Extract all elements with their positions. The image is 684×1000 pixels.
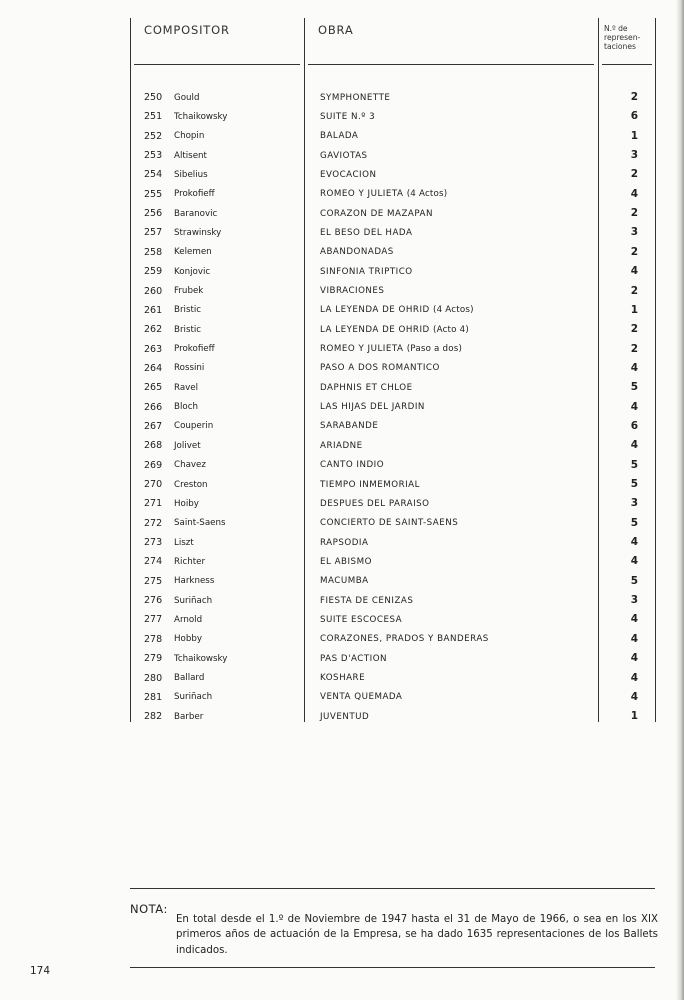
- performance-count: 2: [630, 168, 638, 181]
- performance-count: 2: [630, 342, 638, 355]
- composer-name: Tchaikowsky: [174, 111, 228, 122]
- composer-name: Hobby: [174, 634, 203, 645]
- work-title-note: (4 Actos): [432, 305, 474, 316]
- row-number: 257: [144, 227, 163, 239]
- work-title-text: DAPHNIS ET CHLOE: [320, 382, 413, 393]
- performance-count: 4: [630, 400, 638, 413]
- performance-count: 4: [630, 555, 638, 568]
- performance-count: 4: [630, 690, 638, 703]
- work-title: [320, 305, 474, 315]
- performance-count: 4: [630, 439, 638, 452]
- work-title-note: (4 Actos): [406, 189, 448, 200]
- row-number: 280: [144, 672, 163, 684]
- work-title-text: JUVENTUD: [320, 711, 370, 722]
- table-row: [0, 437, 684, 456]
- row-number: 256: [144, 208, 163, 220]
- composer-name: Creston: [174, 479, 208, 490]
- composer-name: Chopin: [174, 131, 205, 142]
- table-row: [0, 205, 684, 224]
- table-row: [0, 399, 684, 418]
- performance-count: 6: [630, 419, 638, 432]
- row-number: 272: [144, 517, 163, 529]
- work-title: [320, 247, 394, 257]
- table-row: [0, 670, 684, 689]
- composer-name: Couperin: [174, 421, 214, 432]
- table-row: [0, 360, 684, 379]
- performance-count: 4: [630, 536, 638, 549]
- table-row: [0, 476, 684, 495]
- performance-count: 2: [630, 323, 638, 336]
- table-row: [0, 302, 684, 321]
- performance-count: 2: [630, 245, 638, 258]
- performance-count: 6: [630, 110, 638, 123]
- work-title: [320, 654, 387, 664]
- work-title: [320, 596, 413, 606]
- work-title: [320, 557, 372, 567]
- work-title-text: PAS D'ACTION: [320, 653, 388, 664]
- row-number: 274: [144, 556, 163, 568]
- table-row: [0, 147, 684, 166]
- work-title-text: GAVIOTAS: [320, 150, 368, 161]
- work-title: [320, 615, 402, 625]
- work-title: [320, 267, 413, 277]
- row-number: 270: [144, 479, 163, 490]
- table-row: [0, 495, 684, 514]
- composer-name: Bloch: [174, 402, 198, 413]
- composer-name: Richter: [174, 556, 206, 567]
- work-title: [320, 441, 363, 451]
- row-number: 260: [144, 285, 163, 297]
- table-row: [0, 321, 684, 340]
- table-row: [0, 553, 684, 572]
- performance-count: 5: [630, 458, 638, 471]
- row-number: 266: [144, 401, 163, 413]
- work-title: [320, 131, 358, 141]
- composer-name: Altisent: [174, 150, 207, 161]
- row-number: 278: [144, 633, 163, 645]
- composer-name: Arnold: [174, 614, 203, 625]
- composer-name: Hoiby: [174, 498, 199, 509]
- performance-count: 5: [630, 516, 638, 529]
- performance-count: 4: [630, 613, 638, 626]
- table-row: [0, 128, 684, 147]
- performance-count: 2: [630, 284, 638, 297]
- composer-name: Bristic: [174, 305, 202, 316]
- work-title: [320, 712, 369, 722]
- row-number: 264: [144, 362, 163, 374]
- row-number: 276: [144, 595, 163, 607]
- row-number: 267: [144, 420, 163, 432]
- work-title-text: PASO A DOS ROMANTICO: [320, 363, 440, 374]
- table-row: [0, 515, 684, 534]
- work-title-text: LAS HIJAS DEL JARDIN: [320, 402, 425, 413]
- composer-name: Prokofieff: [174, 344, 215, 355]
- performance-count: 5: [630, 478, 638, 490]
- work-title-text: BALADA: [320, 131, 359, 142]
- composer-name: Strawinsky: [174, 227, 222, 238]
- row-number: 263: [144, 343, 163, 355]
- performance-count: 4: [630, 187, 638, 200]
- composer-name: Liszt: [174, 537, 194, 548]
- table-row: [0, 379, 684, 398]
- work-title-text: FIESTA DE CENIZAS: [320, 595, 414, 606]
- composer-name: Ravel: [174, 382, 199, 393]
- work-title: [320, 228, 412, 238]
- nota-bottom-rule: [130, 967, 655, 968]
- table-row: [0, 689, 684, 708]
- table-row: [0, 166, 684, 185]
- header-underline-compositor: [134, 64, 300, 65]
- performance-count: 4: [630, 671, 638, 684]
- work-title-text: ROMEO Y JULIETA: [320, 189, 404, 200]
- work-title-text: SYMPHONETTE: [320, 92, 391, 103]
- header-obra: OBRA: [318, 23, 354, 37]
- performance-count: 4: [630, 265, 638, 278]
- work-title: [320, 93, 390, 103]
- work-title: [320, 209, 433, 219]
- work-title: [320, 286, 384, 296]
- work-title-text: ROMEO Y JULIETA: [320, 344, 404, 355]
- composer-name: Tchaikowsky: [174, 653, 228, 664]
- work-title-text: CORAZONES, PRADOS Y BANDERAS: [320, 634, 489, 645]
- row-number: 250: [144, 92, 163, 103]
- table-row: [0, 341, 684, 360]
- table-row: [0, 263, 684, 282]
- performance-count: 1: [630, 303, 638, 316]
- composer-name: Chavez: [174, 460, 206, 471]
- work-title: [320, 421, 378, 431]
- row-number: 268: [144, 440, 163, 452]
- row-number: 253: [144, 150, 163, 162]
- row-number: 269: [144, 459, 163, 471]
- work-title: [320, 344, 462, 354]
- table-row: [0, 650, 684, 669]
- work-title-note: (Acto 4): [432, 324, 469, 335]
- work-title-text: MACUMBA: [320, 576, 369, 587]
- work-title-text: SUITE ESCOCESA: [320, 614, 403, 625]
- work-title: [320, 460, 384, 470]
- row-number: 258: [144, 246, 163, 258]
- performance-count: 4: [630, 632, 638, 645]
- composer-name: Gould: [174, 92, 200, 103]
- row-number: 262: [144, 324, 163, 336]
- row-number: 279: [144, 653, 163, 665]
- performance-count: 1: [630, 710, 638, 723]
- work-title-text: DESPUES DEL PARAISO: [320, 498, 430, 509]
- header-compositor: COMPOSITOR: [144, 23, 230, 37]
- table-row: [0, 631, 684, 650]
- page-number: 174: [30, 965, 51, 977]
- composer-name: Bristic: [174, 324, 202, 335]
- work-title-text: CONCIERTO DE SAINT-SAENS: [320, 518, 459, 529]
- work-title: [320, 518, 458, 528]
- table-row: [0, 89, 684, 108]
- work-title: [320, 112, 375, 122]
- composer-name: Sibelius: [174, 169, 208, 180]
- work-title-text: LA LEYENDA DE OHRID: [320, 324, 430, 335]
- composer-name: Rossini: [174, 363, 205, 374]
- work-title: [320, 151, 368, 161]
- work-title-text: KOSHARE: [320, 673, 366, 683]
- work-title: [320, 402, 425, 412]
- composer-name: Kelemen: [174, 247, 212, 258]
- table-row: [0, 283, 684, 302]
- work-title-text: CORAZON DE MAZAPAN: [320, 208, 433, 219]
- performance-count: 5: [630, 574, 638, 587]
- performance-count: 3: [630, 149, 638, 162]
- performance-count: 2: [630, 207, 638, 220]
- row-number: 282: [144, 711, 163, 723]
- row-number: 281: [144, 691, 163, 703]
- work-title: [320, 383, 413, 393]
- work-title-text: EL ABISMO: [320, 556, 372, 567]
- composer-name: Baranovic: [174, 208, 218, 219]
- composer-name: Saint-Saens: [174, 518, 226, 529]
- work-title-text: EL BESO DEL HADA: [320, 227, 413, 238]
- work-title-text: EVOCACION: [320, 169, 377, 180]
- performance-count: 4: [630, 652, 638, 665]
- work-title-text: SARABANDE: [320, 421, 379, 432]
- work-title-text: ABANDONADAS: [320, 247, 394, 258]
- work-title-text: VENTA QUEMADA: [320, 692, 403, 703]
- performance-count: 3: [630, 497, 638, 510]
- row-number: 271: [144, 498, 163, 510]
- composer-name: Barber: [174, 711, 204, 722]
- row-number: 261: [144, 304, 163, 316]
- table-row: [0, 244, 684, 263]
- row-number: 254: [144, 169, 163, 181]
- work-title: [320, 170, 376, 180]
- row-number: 252: [144, 130, 163, 142]
- work-title-text: LA LEYENDA DE OHRID: [320, 305, 430, 316]
- table-row: [0, 186, 684, 205]
- work-title: [320, 325, 469, 335]
- performance-count: 2: [630, 91, 638, 103]
- nota-text: En total desde el 1.º de Noviembre de 1947 hasta el 31 de Mayo de 1966, o sea en los XIX primeros años de actuación de la Empresa, se ha dado 1635 representaciones de los Ballets indicados.: [176, 914, 658, 956]
- work-title-text: TIEMPO INMEMORIAL: [320, 479, 420, 490]
- nota-label: NOTA:: [130, 902, 168, 916]
- work-title: [320, 692, 402, 702]
- performance-count: 3: [630, 226, 638, 239]
- work-title-text: RAPSODIA: [320, 537, 369, 548]
- work-title-text: SINFONIA TRIPTICO: [320, 266, 413, 277]
- work-title: [320, 634, 489, 644]
- row-number: 273: [144, 537, 163, 549]
- header-underline-obra: [308, 64, 594, 65]
- table-row: [0, 457, 684, 476]
- header-representaciones: N.º de represen-taciones: [604, 24, 641, 52]
- table-row: [0, 224, 684, 243]
- table-row: [0, 611, 684, 630]
- nota-top-rule: [130, 888, 655, 889]
- work-title: [320, 363, 440, 373]
- work-title: [320, 189, 447, 199]
- work-title-text: VIBRACIONES: [320, 286, 385, 296]
- header-underline-rep: [602, 64, 652, 65]
- performance-count: 5: [630, 381, 638, 394]
- composer-name: Konjovic: [174, 266, 211, 277]
- work-title: [320, 673, 365, 683]
- composer-name: Harkness: [174, 576, 215, 587]
- composer-name: Frubek: [174, 286, 204, 296]
- table-row: [0, 573, 684, 592]
- work-title-text: CANTO INDIO: [320, 460, 385, 471]
- table-row: [0, 108, 684, 127]
- row-number: 255: [144, 188, 163, 200]
- composer-name: Prokofieff: [174, 189, 215, 200]
- work-title-note: (Paso a dos): [406, 344, 463, 355]
- performance-count: 3: [630, 594, 638, 607]
- table-row: [0, 708, 684, 727]
- composer-name: Suriñach: [174, 692, 213, 703]
- performance-count: 4: [630, 361, 638, 374]
- table-row: [0, 534, 684, 553]
- table-row: [0, 592, 684, 611]
- row-number: 275: [144, 575, 163, 587]
- work-title: [320, 576, 369, 586]
- composer-name: Suriñach: [174, 595, 213, 606]
- composer-name: Ballard: [174, 673, 205, 683]
- table-row: [0, 418, 684, 437]
- row-number: 259: [144, 266, 163, 278]
- work-title: [320, 499, 430, 509]
- performance-count: 1: [630, 129, 638, 142]
- row-number: 251: [144, 111, 163, 123]
- work-title-text: SUITE N.º 3: [320, 111, 376, 122]
- work-title-text: ARIADNE: [320, 440, 363, 451]
- row-number: 277: [144, 614, 163, 626]
- composer-name: Jolivet: [174, 440, 201, 451]
- row-number: 265: [144, 382, 163, 394]
- work-title: [320, 480, 420, 490]
- work-title: [320, 538, 368, 548]
